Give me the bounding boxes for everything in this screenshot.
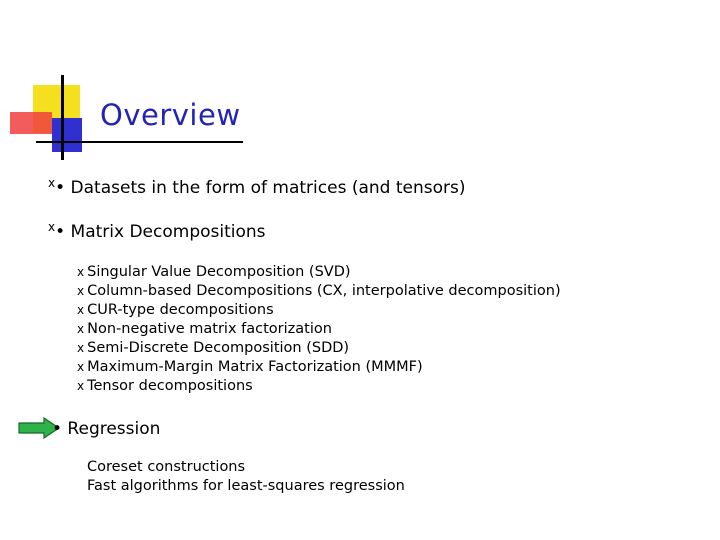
x-marker-icon: x [77,341,85,355]
x-marker-icon: x [77,303,85,317]
sub-item [77,340,349,356]
regression-item: Fast algorithms for least-squares regression [87,478,405,494]
x-marker-icon: x [77,379,85,393]
title-underline [36,141,243,143]
x-marker-icon: x [77,284,85,298]
sub-item [77,359,423,375]
bullet-text: • Datasets in the form of matrices (and tensors) [55,178,466,198]
sub-item [77,283,561,299]
bullet-datasets [48,178,465,198]
sub-item [77,302,274,318]
bullet-matrix-decompositions [48,222,266,242]
x-marker-icon: x [77,322,85,336]
sub-item-text: Maximum-Margin Matrix Factorization (MMMF) [87,359,423,375]
sub-item-text: Column-based Decompositions (CX, interpolative decomposition) [87,283,561,299]
sub-item-text: Non-negative matrix factorization [87,321,332,337]
slide-title: Overview [100,98,241,132]
x-marker-icon: x [77,360,85,374]
x-marker-icon: x [48,176,56,190]
sub-item-text: Tensor decompositions [87,378,253,394]
sub-item [77,321,332,337]
sub-item-text: CUR-type decompositions [87,302,274,318]
bullet-text: • Matrix Decompositions [55,222,266,242]
sub-item-text: Semi-Discrete Decomposition (SDD) [87,340,350,356]
x-marker-icon: x [77,265,85,279]
x-marker-icon: x [48,220,56,234]
sub-item [77,378,253,394]
slide-logo-decoration [0,0,120,170]
sub-item [77,264,351,280]
regression-item: Coreset constructions [87,459,246,475]
sub-item-text: Singular Value Decomposition (SVD) [87,264,351,280]
bullet-regression: • Regression [52,419,161,439]
